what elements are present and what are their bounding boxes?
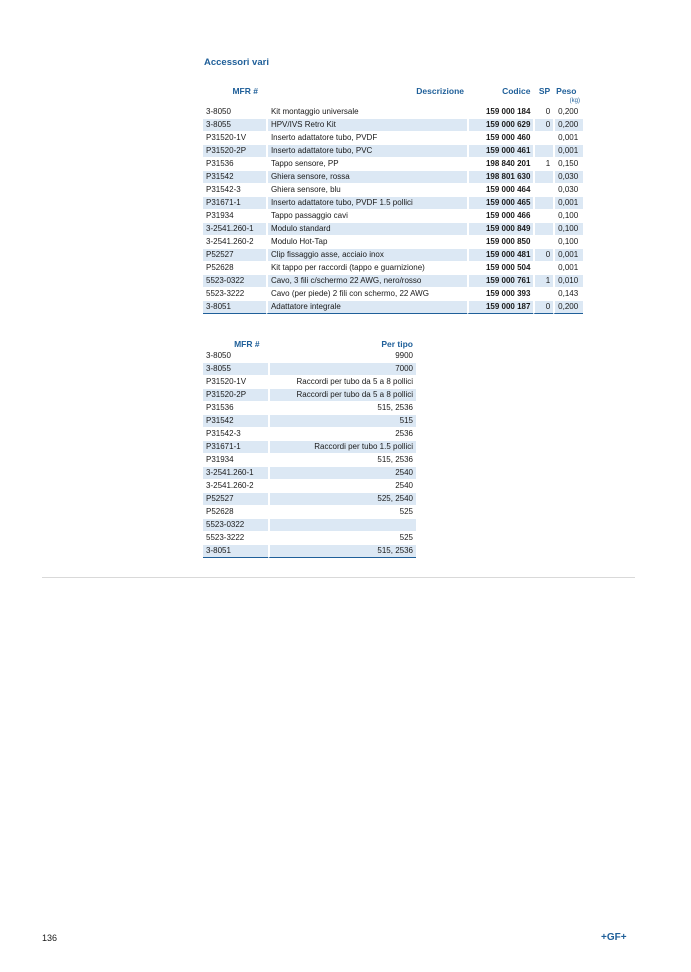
code-cell: 198 840 201 (467, 158, 533, 171)
table-row (203, 389, 416, 402)
mfr-cell: P31542-3 (203, 184, 266, 197)
mfr-cell: 3-2541.260-2 (203, 480, 268, 493)
sp-cell (533, 145, 553, 158)
table-row (203, 493, 416, 506)
mfr-cell: P31671-1 (203, 197, 266, 210)
mfr-cell: 5523-0322 (203, 519, 268, 532)
code-cell: 159 000 849 (467, 223, 533, 236)
table-row (203, 376, 416, 389)
mfr-cell: 5523-0322 (203, 275, 266, 288)
weight-cell: 0,200 (553, 106, 583, 119)
col-header-mfr: MFR # (234, 339, 260, 349)
table-row (203, 197, 583, 210)
sp-cell (533, 288, 553, 301)
mfr-cell: P31542 (203, 415, 268, 428)
sp-cell (533, 262, 553, 275)
type-cell: 9900 (268, 350, 416, 363)
code-cell: 159 000 464 (467, 184, 533, 197)
table-row (203, 428, 416, 441)
mfr-cell: 5523-3222 (203, 288, 266, 301)
sp-cell (533, 184, 553, 197)
weight-cell: 0,143 (553, 288, 583, 301)
table-row (203, 223, 583, 236)
code-cell: 159 000 629 (467, 119, 533, 132)
code-cell: 159 000 481 (467, 249, 533, 262)
type-cell: 7000 (268, 363, 416, 376)
table-row (203, 145, 583, 158)
sp-cell: 1 (533, 275, 553, 288)
description-cell: Cavo (per piede) 2 fili con schermo, 22 AWG (266, 288, 467, 301)
weight-cell: 0,100 (553, 236, 583, 249)
col-header-sp: SP (538, 86, 551, 96)
sp-cell (533, 197, 553, 210)
type-cell: 2540 (268, 467, 416, 480)
type-table-body (203, 350, 416, 558)
type-cell: 515, 2536 (268, 402, 416, 415)
sp-cell (533, 132, 553, 145)
gf-logo: +GF+ (601, 932, 627, 943)
sp-cell (533, 171, 553, 184)
description-cell: Tappo passaggio cavi (266, 210, 467, 223)
mfr-cell: 3-2541.260-1 (203, 467, 268, 480)
description-cell: Inserto adattatore tubo, PVDF (266, 132, 467, 145)
type-cell (268, 519, 416, 532)
mfr-cell: P31671-1 (203, 441, 268, 454)
sp-cell: 0 (533, 119, 553, 132)
code-cell: 159 000 850 (467, 236, 533, 249)
weight-cell: 0,200 (553, 119, 583, 132)
mfr-cell: P31520-1V (203, 376, 268, 389)
weight-cell: 0,001 (553, 197, 583, 210)
type-cell: Raccordi per tubo 1.5 pollici (268, 441, 416, 454)
table-row (203, 506, 416, 519)
type-cell: 515 (268, 415, 416, 428)
description-cell: Cavo, 3 fili c/schermo 22 AWG, nero/rosso (266, 275, 467, 288)
table-row (203, 106, 583, 119)
description-cell: Ghiera sensore, blu (266, 184, 467, 197)
weight-unit: (kg) (569, 98, 580, 104)
table-row (203, 350, 416, 363)
type-cell: Raccordi per tubo da 5 a 8 pollici (268, 376, 416, 389)
mfr-cell: P31536 (203, 402, 268, 415)
table-row (203, 132, 583, 145)
table-row (203, 454, 416, 467)
mfr-cell: 3-8050 (203, 350, 268, 363)
code-cell: 159 000 761 (467, 275, 533, 288)
sp-cell: 0 (533, 301, 553, 314)
mfr-cell: 5523-3222 (203, 532, 268, 545)
mfr-cell: P52527 (203, 493, 268, 506)
col-header-mfr: MFR # (232, 86, 258, 96)
sp-cell (533, 210, 553, 223)
table-row (203, 441, 416, 454)
table-row (203, 519, 416, 532)
code-cell: 159 000 393 (467, 288, 533, 301)
weight-cell: 0,001 (553, 249, 583, 262)
code-cell: 159 000 466 (467, 210, 533, 223)
type-cell: 2536 (268, 428, 416, 441)
table-row (203, 236, 583, 249)
mfr-cell: P31536 (203, 158, 266, 171)
mfr-cell: P31520-1V (203, 132, 266, 145)
type-cell: 525 (268, 532, 416, 545)
description-cell: Clip fissaggio asse, acciaio inox (266, 249, 467, 262)
type-cell: 525 (268, 506, 416, 519)
table-row (203, 532, 416, 545)
description-cell: Kit montaggio universale (266, 106, 467, 119)
mfr-cell: P31520-2P (203, 389, 268, 402)
description-cell: Tappo sensore, PP (266, 158, 467, 171)
sp-cell (533, 236, 553, 249)
sp-cell: 0 (533, 106, 553, 119)
table-row (203, 415, 416, 428)
description-cell: Modulo standard (266, 223, 467, 236)
description-cell: Inserto adattatore tubo, PVDF 1.5 pollici (266, 197, 467, 210)
code-cell: 159 000 460 (467, 132, 533, 145)
mfr-cell: P52628 (203, 506, 268, 519)
type-cell: 515, 2536 (268, 454, 416, 467)
weight-cell: 0,001 (553, 132, 583, 145)
code-cell: 198 801 630 (467, 171, 533, 184)
section-divider (42, 577, 635, 578)
mfr-cell: 3-8055 (203, 363, 268, 376)
mfr-cell: P31934 (203, 454, 268, 467)
weight-cell: 0,150 (553, 158, 583, 171)
code-cell: 159 000 504 (467, 262, 533, 275)
mfr-cell: P31542-3 (203, 428, 268, 441)
description-cell: Inserto adattatore tubo, PVC (266, 145, 467, 158)
weight-cell: 0,010 (553, 275, 583, 288)
mfr-cell: 3-8050 (203, 106, 266, 119)
col-header-code: Codice (502, 86, 531, 96)
type-table (203, 336, 416, 558)
code-cell: 159 000 187 (467, 301, 533, 314)
page-number: 136 (42, 933, 58, 943)
table-row (203, 275, 583, 288)
weight-cell: 0,001 (553, 145, 583, 158)
type-cell: Raccordi per tubo da 5 a 8 pollici (268, 389, 416, 402)
table-row (203, 363, 416, 376)
table-row (203, 480, 416, 493)
accessories-table (203, 83, 583, 314)
weight-cell: 0,200 (553, 301, 583, 314)
table-row (203, 467, 416, 480)
table-row (203, 545, 416, 558)
code-cell: 159 000 184 (467, 106, 533, 119)
table-row (203, 288, 583, 301)
type-cell: 525, 2540 (268, 493, 416, 506)
section-title: Accessori vari (204, 57, 269, 68)
weight-cell: 0,100 (553, 210, 583, 223)
table-row (203, 249, 583, 262)
weight-cell: 0,030 (553, 171, 583, 184)
table-row (203, 158, 583, 171)
description-cell: Modulo Hot-Tap (266, 236, 467, 249)
col-header-description: Descrizione (416, 86, 464, 96)
col-header-type: Per tipo (381, 339, 413, 349)
description-cell: HPV/IVS Retro Kit (266, 119, 467, 132)
table-row (203, 301, 583, 314)
sp-cell (533, 223, 553, 236)
mfr-cell: 3-2541.260-1 (203, 223, 266, 236)
sp-cell: 1 (533, 158, 553, 171)
table-row (203, 171, 583, 184)
mfr-cell: 3-2541.260-2 (203, 236, 266, 249)
accessories-table-body (203, 106, 583, 314)
mfr-cell: 3-8051 (203, 545, 268, 558)
code-cell: 159 000 465 (467, 197, 533, 210)
description-cell: Kit tappo per raccordi (tappo e guarnizione) (266, 262, 467, 275)
col-header-weight: Peso (556, 86, 577, 96)
mfr-cell: P31934 (203, 210, 266, 223)
code-cell: 159 000 461 (467, 145, 533, 158)
sp-cell: 0 (533, 249, 553, 262)
mfr-cell: 3-8055 (203, 119, 266, 132)
weight-cell: 0,030 (553, 184, 583, 197)
table-row (203, 184, 583, 197)
table-row (203, 210, 583, 223)
table-row (203, 402, 416, 415)
weight-cell: 0,100 (553, 223, 583, 236)
mfr-cell: P31542 (203, 171, 266, 184)
mfr-cell: P52628 (203, 262, 266, 275)
description-cell: Ghiera sensore, rossa (266, 171, 467, 184)
type-cell: 2540 (268, 480, 416, 493)
weight-cell: 0,001 (553, 262, 583, 275)
mfr-cell: P31520-2P (203, 145, 266, 158)
mfr-cell: P52527 (203, 249, 266, 262)
mfr-cell: 3-8051 (203, 301, 266, 314)
description-cell: Adattatore integrale (266, 301, 467, 314)
table-row (203, 119, 583, 132)
type-cell: 515, 2536 (268, 545, 416, 558)
table-row (203, 262, 583, 275)
